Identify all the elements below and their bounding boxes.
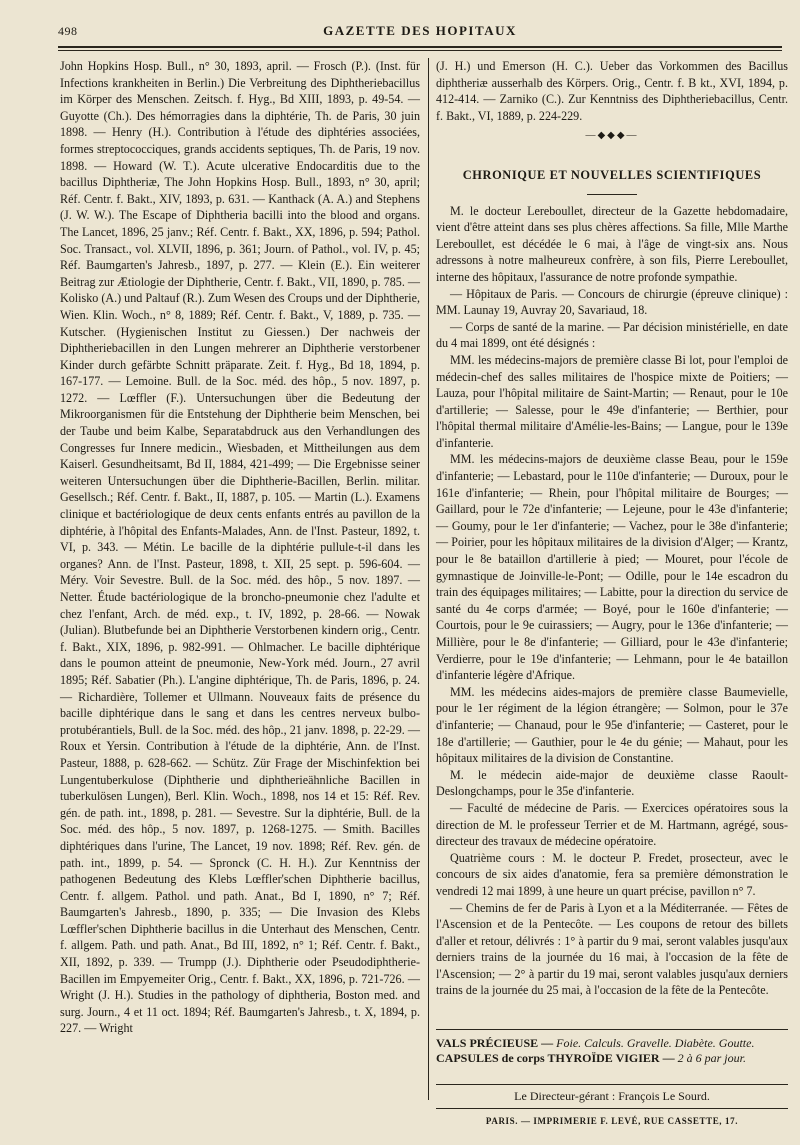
section-ornament: —◆◆◆—: [585, 130, 639, 142]
news-paragraph: M. le médecin aide-major de deuxième classe Raoult-Deslongchamps, pour le 35e d'infanterie.: [436, 767, 788, 799]
left-column: [60, 58, 420, 1037]
news-paragraph: — Faculté de médecine de Paris. — Exercices opératoires sous la direction de M. le professeur Terrier et de M. Hartmann, agrégé, sous-directeur des travaux de médecine opératoire.: [436, 800, 788, 849]
printer-line: PARIS. — IMPRIMERIE F. LEVÉ, RUE CASSETTE, 17.: [485, 1115, 739, 1126]
page-number: 498: [58, 23, 78, 38]
right-column: [436, 58, 788, 1129]
news-paragraph: Quatrième cours : M. le docteur P. Fredet, prosecteur, avec le concours de six aides d'anatomie, fera sa première démonstration le vendredi 12 mai 1899, à une heure un quart précise, pavillon n° 7.: [436, 850, 788, 898]
header-rule-thin: [58, 50, 782, 51]
news-paragraph: MM. les médecins aides-majors de première classe Baumevielle, pour le 1er régiment de la légion étrangère; — Solmon, pour le 37e d'infanterie; — Chanaud, pour le 95e d'infanterie; — Casteret, pour le 18e d'artillerie; — Gauthier, pour le 4e du génie; — Mahaut, pour les hôpitaux militaires de la division de Constantine.: [436, 684, 788, 766]
news-paragraph: — Corps de santé de la marine. — Par décision ministérielle, en date du 4 mai 1899, ont été désignés :: [436, 319, 788, 351]
ad-vals: VALS PRÉCIEUSE — Foie. Calculs. Gravelle. Diabète. Goutte.: [436, 1036, 755, 1051]
news-paragraph: MM. les médecins-majors de deuxième classe Beau, pour le 159e d'infanterie; — Lebastard, pour le 110e d'infanterie; — Duroux, pour le 161e d'infanterie; — Rhein, pour l'hôpital militaire de Bourges; — Gaillard, pour le 72e d'infanterie; — Lejeune, pour le 43e d'infanterie; — Goumy, pour le 1er d'infanterie; — Vachez, pour le 38e d'infanterie; — Poirier, pour les hôpitaux militaires de la division d'Alger; — Krantz, pour le 8e bataillon d'artillerie à pied; — Mouret, pour l'école de gymnastique de Joinville-le-Pont; — Odille, pour le 14e escadron du train des équipages militaires; — Labitte, pour la direction du service de santé du 4e corps d'armée; — Boyé, pour le 160e d'infanterie; — Courtois, pour le 9e cuirassiers; — Augry, pour le 136e d'infanterie; — Millière, pour le 8e d'infanterie; — Gilliard, pour le 43e d'infanterie; Verdierre, pour le 19e d'infanterie; — Lehmann, pour le 4e bataillon d'infanterie légère d'Afrique.: [436, 452, 788, 683]
news-paragraph: MM. les médecins-majors de première classe Bi lot, pour l'emploi de médecin-chef des salles militaires de l'hospice mixte de Poitiers; — Lauza, pour l'hôpital militaire de Saint-Martin; — Renaut, pour le 10e d'artillerie; — Salesse, pour le 49e d'infanterie; — Berthier, pour l'hôpital thermal militaire d'Amélie-les-Bains; — Langue, pour le 139e d'infanterie.: [436, 352, 788, 450]
page-header: [58, 18, 782, 44]
news-paragraph: — Hôpitaux de Paris. — Concours de chirurgie (épreuve clinique) : MM. Launay 19, Auvray 20, Savariaud, 18.: [436, 286, 788, 318]
section-rule: [587, 194, 637, 195]
advertisement: [436, 1029, 788, 1066]
bibliography-continuation: (J. H.) und Emerson (H. C.). Ueber das Vorkommen des Bacillus diphtheriæ ausserhalb des Körpers. Orig., Centr. f. B kt., XVI, 1894, p. 412-414. — Zarniko (C.). Zur Kenntniss des Diphtheriebacillus, Centr. f. Bakt., VI, 1889, p. 224-229.: [436, 59, 788, 123]
news-paragraph: M. le docteur Lereboullet, directeur de la Gazette hebdomadaire, vient d'être atteint dans ses plus chères affections. Sa fille, Mlle Marthe Lereboullet, est décédée le 6 mai, à l'âge de vingt-six ans. Nous adressons à notre malheureux confrère, à son fils, Pierre Lereboullet, interne des hôpitaux, l'assurance de notre profonde sympathie.: [436, 203, 788, 284]
news-paragraphs: [436, 203, 788, 1000]
journal-title: GAZETTE DES HOPITAUX: [323, 23, 517, 38]
column-divider: [428, 58, 429, 1100]
news-paragraph: — Chemins de fer de Paris à Lyon et a la Méditerranée. — Fêtes de l'Ascension et de la Pentecôte. — Les coupons de retour des billets d'aller et retour, délivrés : 1° à partir du 9 mai, seront valables jusqu'aux derniers trains de la journée du 16 mai, à l'occasion de la fête de l'Ascension; — 2° à partir du 19 mai, seront valables jusqu'aux derniers trains de la journée du 25 mai, à l'occasion de la fête de la Pentecôte.: [436, 900, 788, 998]
header-rule: [58, 46, 782, 48]
section-title: CHRONIQUE ET NOUVELLES SCIENTIFIQUES: [462, 167, 762, 182]
ad-capsules: CAPSULES de corps THYROÏDE VIGIER — 2 à 6 par jour.: [436, 1051, 746, 1066]
director-line: Le Directeur-gérant : François Le Sourd.: [436, 1084, 788, 1109]
bibliography-text: John Hopkins Hosp. Bull., n° 30, 1893, april. — Frosch (P.). (Inst. für Infections krankheiten in Berlin.) Die Verbreitung des Diphtheriebacillus im Körper des Menschen. Zeitsch. f. Hyg., Bd XIII, 1893, p. 49-54. — Guyotte (Ch.). Des hémorragies dans la diphtérie, Th. de Paris, 30 juin 1898. — Henry (H.). Contribution à l'étude des diphtéries associées, formes streptococciques, grands accidents septiques, Th. de Paris, 19 nov. 1898. — Howard (W. T.). Acute ulcerative Endocarditis due to the bacillus Diphtheriæ, The John Hopkins Hosp. Bull., 1893, n° 30, april; Réf. Centr. f. Bakt., XIV, 1893, p. 631. — Kanthack (A. A.) and Stephens (J. W. W.). The Escape of Diphtheria bacilli into the blood and organs. The Lancet, 1896, 25 janv.; Réf. Centr. f. Bakt., XX, 1896, p. 594; Pathol. Soc. Transact., vol. XLVII, 1896, p. 361; Journ. of Pathol., vol. IV, p. 45; Réf. Baumgarten's Jahresb., 1897, p. 277. — Klein (E.). Ein weiterer Beitrag zur Ætiologie der Diphtherie, Centr. f. Bakt., VII, 1890, p. 785. — Kolisko (A.) und Paltauf (R.). Zum Wesen des Croups und der Diphtherie, Wien. Klin. Woch., n° 8, 1889; Réf. Centr. f. Bakt., V, 1889, p. 735. — Kutscher. (Hygienischen Institut zu Giessen.) Der nachweis der Diphtheriebacillen in den Lungen mehrerer an Diphtherie verstorbener Kinder durch gefärbte Schnitt präparate. Zeit. f. Hyg., Bd 18, 1894, p. 167-177. — Lemoine. Bull. de la Soc. méd. des hôp., 5 nov. 1897, p. 1272. — Lœffler (F.). Untersuchungen über die Bedeutung der Mikroorganismen für die Entstehung der Diphtherie beim Menschen, bei der Taube und beim Kalbe, Separatabdruck aus den Verhandlungen des Congresses fur Innere medicin., Wiesbaden, et Mittheilungen aus dem Kaiserl. Gesundheitsamt, Bd II, 1884, 421-499; — Die Ergebnisse seiner weiteren Untersuchungen über die Diphtherie-Bacillen, Berlin. militar. Gesellsch.; Réf. Centr. f. Bakt., II, 1887, p. 105. — Martin (L.). Examens clinique et bactériologique de deux cents enfants entrés au pavillon de la diphtérie, à l'hôpital des Enfants-Malades, Ann. de l'Inst. Pasteur, 1892, t. VI, p. 343. — Métin. Le bacille de la diphtérie pullule-t-il dans les organes? Ann. de l'Inst. Pasteur, 1898, t. XII, 25 sept. p. 596-604. — Méry. Voir Sevestre. Bull. de la Soc. méd. des hôp., 5 nov. 1897. — Netter. Étude bactériologique de la broncho-pneumonie chez l'adulte et chez l'enfant, Arch. de méd. exp., t. IV, 1892, p. 28-66. — Nowak (Julian). Blutbefunde bei an Diphtherie Verstorbenen kindern orig., Centr. f. Bakt., XIX, 1896, p. 982-991. — Ohlmacher. Le bacille diphtérique dans le poumon atteint de pneumonie, New-York méd. Journ., 27 avril 1895; Réf. Sabatier (Ph.). L'angine diphtérique, Th. de Paris, 1896, p. 24. — Richardière, Tollemer et Ullmann. Nouveaux faits de présence du bacille diphtérique dans le sang et dans les centres nerveux bulbo-protubérantiels, Bull. de la Soc. méd. des hôp., 21 janv. 1898, p. 22-29. — Roux et Yersin. Contribution à l'étude de la diphtérie, Ann. de l'Inst. Pasteur, 1888, p. 628-662. — Schütz. Zür Frage der Mischinfektion bei Lungentuberkulose (Diphtherie und diphtherieähnliche Bacillen in tuberkulösen Lungen), Berl. Klin. Woch., 1898, nos 14 et 15: Réf. Rev. gén. de path. int., 1898, p. 281. — Sevestre. Sur la diphtérie, Bull. de la Soc. méd. des hôp., 5 nov. 1897, p. 1268-1275. — Smith. Bacilles diphtériques dans l'urine, The Lancet, 19 nov. 1898; Réf. Rev. gén. de path. int., 1899, p. 54. — Spronck (C. H. H.). Zur Kenntniss der pathogenen Bedeutung des Klebs Lœffler'schen Diphtherie bacillus, Centr. f. allgem. Pathol. und path. Anat., Bd I, 1890, n° 7; Réf. Baumgarten's Jahresb., 1890, p. 335; — Die Invasion des Klebs Lœffler'schen Diphtherie bacillus in die Unterhaut des Menschen, Centr. f. allgem. Path. und path. Anat., Bd III, 1892, n° 1; Réf. Centr. f. Bakt., XII, 1892, p. 339. — Trumpp (J.). Diphtherie oder Pseudodiphtherie-Bacillen im Empyemeiter Orig., Centr. f. Bakt., XX, 1896, p. 721-726. — Wright (J. H.). Studies in the pathology of diphtheria, Boston med. and surg. Journ., 4 et 11 oct. 1894; Réf. Baumgarten's Jahresb., t. X, 1894, p. 227. — Wright: [60, 59, 420, 1036]
